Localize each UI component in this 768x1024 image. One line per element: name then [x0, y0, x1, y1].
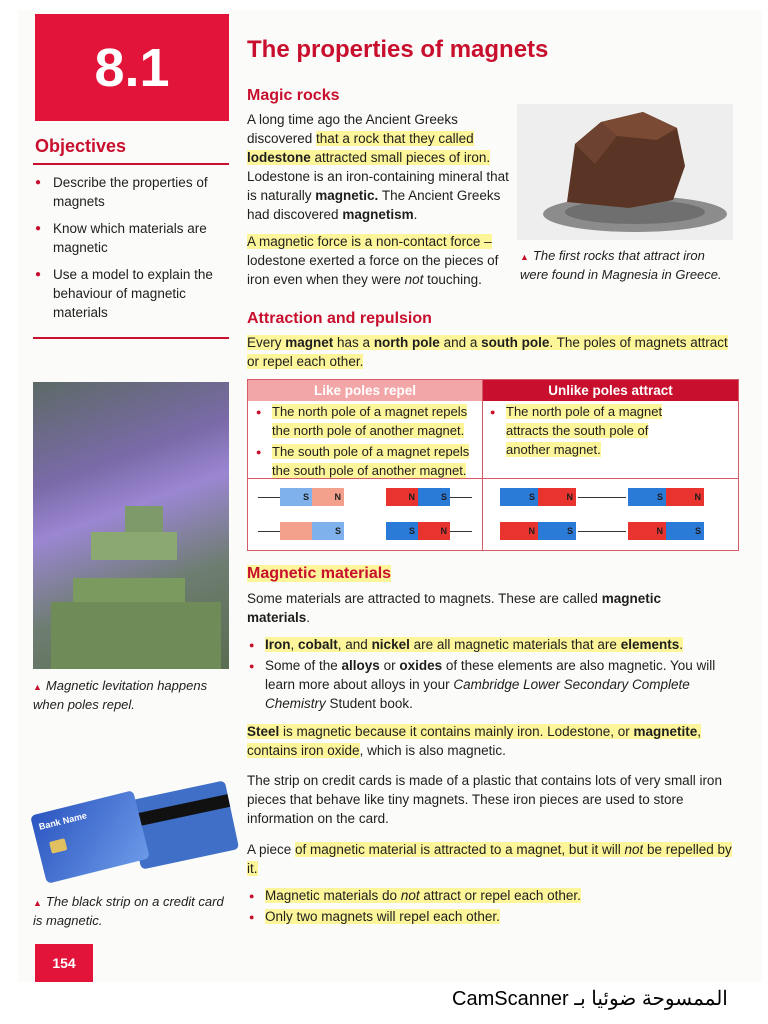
- repel-rule-item: ● Magnetic materials do not attract or repel each other.: [247, 886, 732, 905]
- magnet-bar: N S: [500, 522, 576, 540]
- materials-heading: Magnetic materials: [247, 565, 392, 582]
- magnet-bar: S N: [628, 488, 704, 506]
- like-pole-item: ● The south pole of a magnet repels the south pole of another magnet.: [254, 442, 480, 480]
- magnetic-strip: [130, 794, 231, 828]
- section-number-badge: 8.1: [35, 14, 229, 121]
- card-caption: ▲ The black strip on a credit card is magnetic.: [33, 894, 224, 928]
- magic-rocks-heading: Magic rocks: [247, 87, 340, 104]
- like-poles-list: [254, 402, 480, 480]
- magnet-bar: N S: [628, 522, 704, 540]
- objective-item: ● Know which materials are magnetic: [35, 219, 229, 257]
- page-title: The properties of magnets: [247, 36, 549, 63]
- unlike-poles-heading: Unlike poles attract: [483, 380, 738, 401]
- steel-paragraph: Steel is magnetic because it contains mainly iron. Lodestone, or magnetite, contains iron oxide, which is also magnetic.: [247, 724, 702, 758]
- unlike-poles-list: [488, 402, 688, 459]
- repel-arrow: [450, 497, 472, 498]
- magnet-bar: S N: [500, 488, 576, 506]
- levitation-caption: ▲ Magnetic levitation happens when poles repel.: [33, 678, 208, 712]
- credit-card-front: [30, 790, 150, 884]
- credit-cards-photo: [33, 778, 233, 888]
- magnet-bar: S N: [280, 488, 344, 506]
- noncontact-paragraph: A magnetic force is a non-contact force – lodestone exerted a force on the pieces of iron even when they were not touching.: [247, 234, 499, 287]
- materials-list: [247, 635, 727, 713]
- levitation-blocks-icon: [33, 382, 229, 669]
- attraction-paragraph: Every magnet has a north pole and a south pole. The poles of magnets attract or repel each other.: [247, 335, 728, 369]
- card-bank-name: Bank Name: [37, 810, 88, 832]
- attraction-heading: Attraction and repulsion: [247, 310, 432, 327]
- objectives-list: [35, 173, 229, 330]
- lodestone-photo: [517, 104, 733, 240]
- objective-item: ● Use a model to explain the behaviour of magnetic materials: [35, 265, 229, 322]
- poles-table: [247, 379, 739, 551]
- like-poles-heading: Like poles repel: [248, 380, 482, 401]
- lodestone-caption: ▲ The first rocks that attract iron were found in Magnesia in Greece.: [520, 248, 722, 282]
- magnetic-piece-paragraph: A piece of magnetic material is attracted to a magnet, but it will not be repelled by it.: [247, 842, 732, 876]
- objectives-rule-bottom: [33, 337, 229, 339]
- lodestone-rock-icon: [517, 104, 733, 240]
- like-pole-item: ● The north pole of a magnet repels the north pole of another magnet.: [254, 402, 480, 440]
- attract-arrow: [578, 531, 626, 532]
- chip-icon: [49, 838, 67, 854]
- magic-rocks-paragraph: A long time ago the Ancient Greeks discovered that a rock that they called lodestone attracted small pieces of iron. Lodestone is an iron-containing mineral that is naturally magnetic. The Ancient Greeks had discovered magnetism.: [247, 112, 509, 222]
- magnet-bar: S N: [386, 522, 450, 540]
- objectives-heading: Objectives: [35, 136, 127, 156]
- repel-arrow: [258, 497, 280, 498]
- materials-item: ● Iron, cobalt, and nickel are all magnetic materials that are elements.: [247, 635, 727, 654]
- objective-item: ● Describe the properties of magnets: [35, 173, 229, 211]
- repel-arrow: [258, 531, 280, 532]
- table-divider: [482, 380, 483, 550]
- unlike-pole-item: ● The north pole of a magnet attracts the south pole of another magnet.: [488, 402, 688, 459]
- repel-rules-list: [247, 886, 732, 926]
- attract-arrow: [578, 497, 626, 498]
- repel-rule-item: ● Only two magnets will repel each other.: [247, 907, 732, 926]
- magnet-bar: N S: [386, 488, 450, 506]
- objectives-rule-top: [33, 163, 229, 165]
- magnet-bar: S: [280, 522, 344, 540]
- levitation-photo: [33, 382, 229, 669]
- materials-intro: Some materials are attracted to magnets. These are called magnetic materials.: [247, 591, 661, 625]
- page-number: 154: [35, 944, 93, 982]
- materials-item: ● Some of the alloys or oxides of these elements are also magnetic. You will learn more about alloys in your Cambridge Lower Secondary Complete Chemistry Student book.: [247, 656, 727, 713]
- credit-strip-paragraph: The strip on credit cards is made of a plastic that contains lots of very small iron pieces that behave like tiny magnets. These iron pieces are used to store information on the card.: [247, 773, 722, 826]
- repel-arrow: [450, 531, 472, 532]
- scanner-watermark: CamScanner الممسوحة ضوئيا بـ: [452, 988, 728, 1010]
